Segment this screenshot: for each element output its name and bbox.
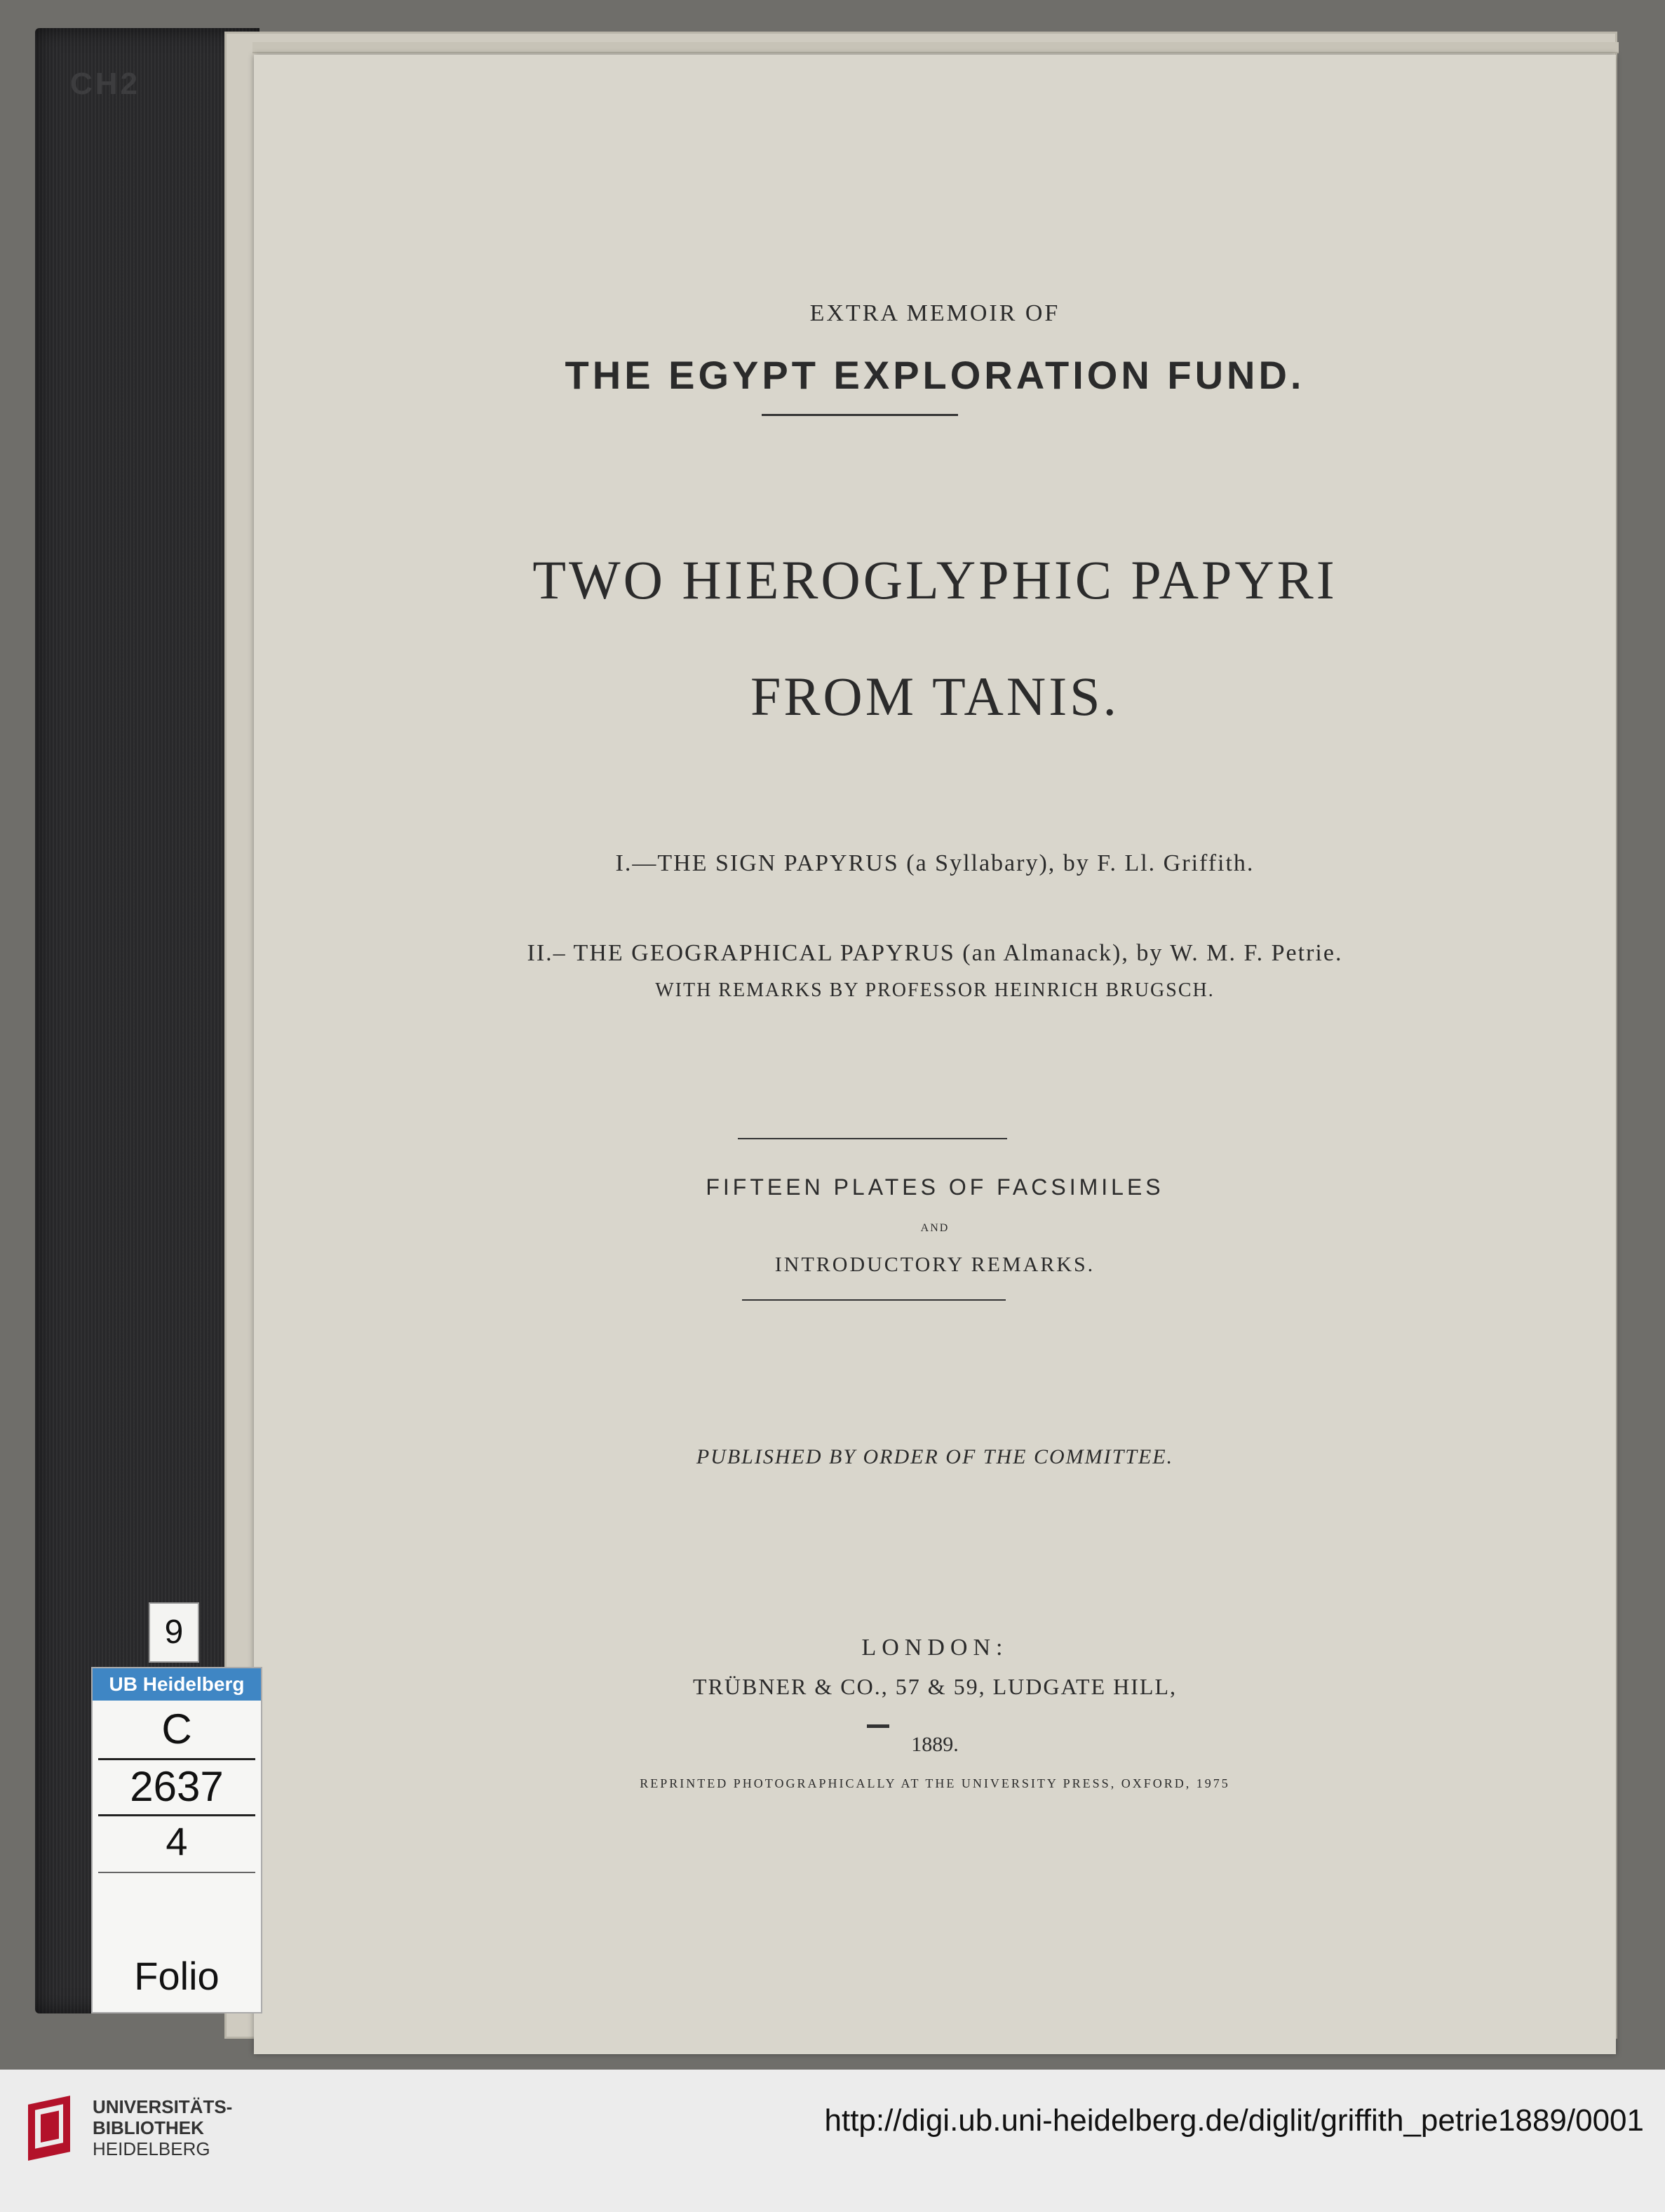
label-separator [98,1758,255,1760]
library-name-line-2: BIBLIOTHEK [93,2117,204,2138]
plates-line: FIFTEEN PLATES OF FACSIMILES [706,1174,1164,1200]
label-separator [98,1872,255,1873]
library-name [93,2096,232,2159]
viewer-footer [0,2070,1665,2212]
city: LONDON: [861,1635,1009,1661]
spine-stamp: CH2 [70,67,141,101]
call-number-line-2: 2637 [130,1763,224,1810]
part-2-remarks: WITH REMARKS BY PROFESSOR HEINRICH BRUGSCH. [655,979,1215,1001]
year: 1889. [911,1733,959,1756]
title-line-2: FROM TANIS. [750,666,1120,727]
library-call-number-label [91,1667,262,2013]
organization-name: THE EGYPT EXPLORATION FUND. [565,353,1305,397]
divider-rule [762,414,958,416]
part-1: I.—THE SIGN PAPYRUS (a Syllabary), by F. Ll. Griffith. [615,850,1255,876]
permalink-url[interactable]: http://digi.ub.uni-heidelberg.de/diglit/griffith_petrie1889/0001 [824,2103,1644,2138]
label-separator [98,1814,255,1816]
call-number-line-1: C [161,1705,192,1752]
library-label-header: UB Heidelberg [93,1668,261,1701]
title-line-1: TWO HIEROGLYPHIC PAPYRI [532,549,1337,610]
divider-rule [738,1138,1007,1139]
and-line: AND [920,1222,950,1234]
library-name-line-1: UNIVERSITÄTS- [93,2096,233,2117]
series-line: EXTRA MEMOIR OF [809,300,1060,326]
part-2: II.– THE GEOGRAPHICAL PAPYRUS (an Almanack), by W. M. F. Petrie. [527,940,1343,966]
page-top-edge [252,42,1619,53]
library-logo-icon [21,2092,84,2169]
shelf-number-tag: 9 [149,1602,199,1663]
divider-rule [742,1299,1006,1301]
call-number-line-3: 4 [166,1819,188,1863]
published-by: PUBLISHED BY ORDER OF THE COMMITTEE. [696,1445,1174,1468]
library-name-line-3: HEIDELBERG [93,2138,210,2159]
short-rule [867,1724,889,1728]
reprint-note: REPRINTED PHOTOGRAPHICALLY AT THE UNIVERSITY PRESS, OXFORD, 1975 [640,1776,1230,1790]
publisher: TRÜBNER & CO., 57 & 59, LUDGATE HILL, [693,1674,1177,1699]
call-number-line-5: Folio [134,1954,220,1998]
intro-line: INTRODUCTORY REMARKS. [774,1253,1096,1276]
